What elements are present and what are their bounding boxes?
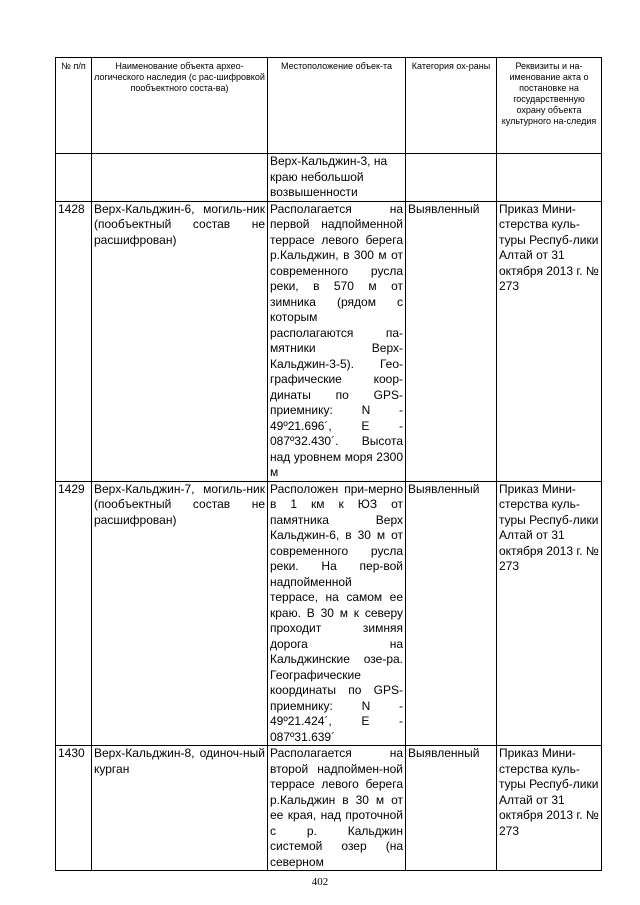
table-row (56, 201, 602, 481)
act-cell (497, 154, 602, 202)
header-number: № п/п (56, 58, 92, 154)
location-cell: Располагается на первой надпойменной террасе левого берега р.Кальджин, в 300 м от современного русла реки, в 570 м от зимника (рядом с которым располагаются па-мятники Верх-Кальджин-3-5). Гео-графические коор-динаты по GPS-приемнику: N - 49º21.696´, E - 087º32.430´. Высота над уровнем моря 2300 м (268, 201, 406, 481)
header-act-details: Реквизиты и на-именование акта о постановке на государственную охрану объекта культурного на-следия (497, 58, 602, 154)
location-cell: Расположен при-мерно в 1 км к ЮЗ от памятника Верх Кальджин-6, в 30 м от современного русла реки. На пер-вой надпойменной террасе, на самом ее краю. В 30 м к северу проходит зимняя дорога на Кальджинские озе-ра. Географические координаты по GPS-приемнику: N - 49º21.424´, E - 087º31.639´ (268, 481, 406, 746)
row-number-cell: 1430 (56, 746, 92, 871)
row-number-cell: 1429 (56, 481, 92, 746)
heritage-register-table (55, 57, 602, 871)
act-cell: Приказ Мини-стерства куль-туры Респуб-лики Алтай от 31 октября 2013 г. № 273 (497, 746, 602, 871)
location-cell: Располагается на второй надпоймен-ной террасе левого берега р.Кальджин в 30 м от ее края, над проточной с р. Кальджин системой озер (на северном (268, 746, 406, 871)
object-name-cell (92, 154, 268, 202)
category-cell (406, 154, 497, 202)
row-number-cell: 1428 (56, 201, 92, 481)
table-row (56, 481, 602, 746)
act-cell: Приказ Мини-стерства куль-туры Респуб-лики Алтай от 31 октября 2013 г. № 273 (497, 201, 602, 481)
header-protection-category: Категория ох-раны (406, 58, 497, 154)
header-location: Местоположение объек-та (268, 58, 406, 154)
object-name-cell: Верх-Кальджин-7, могиль-ник (пообъектный состав не расшифрован) (92, 481, 268, 746)
table-header-row (56, 58, 602, 154)
category-cell: Выявленный (406, 746, 497, 871)
header-object-name: Наименование объекта архео-логического наследия (с рас-шифровкой пообъектного соста-ва) (92, 58, 268, 154)
category-cell: Выявленный (406, 201, 497, 481)
location-cell: Верх-Кальджин-3, на краю небольшой возвышенности (268, 154, 406, 202)
object-name-cell: Верх-Кальджин-8, одиноч-ный курган (92, 746, 268, 871)
object-name-cell: Верх-Кальджин-6, могиль-ник (пообъектный состав не расшифрован) (92, 201, 268, 481)
act-cell: Приказ Мини-стерства куль-туры Респуб-лики Алтай от 31 октября 2013 г. № 273 (497, 481, 602, 746)
table-row (56, 746, 602, 871)
category-cell: Выявленный (406, 481, 497, 746)
table-row (56, 154, 602, 202)
row-number-cell (56, 154, 92, 202)
page-number: 402 (311, 876, 329, 888)
